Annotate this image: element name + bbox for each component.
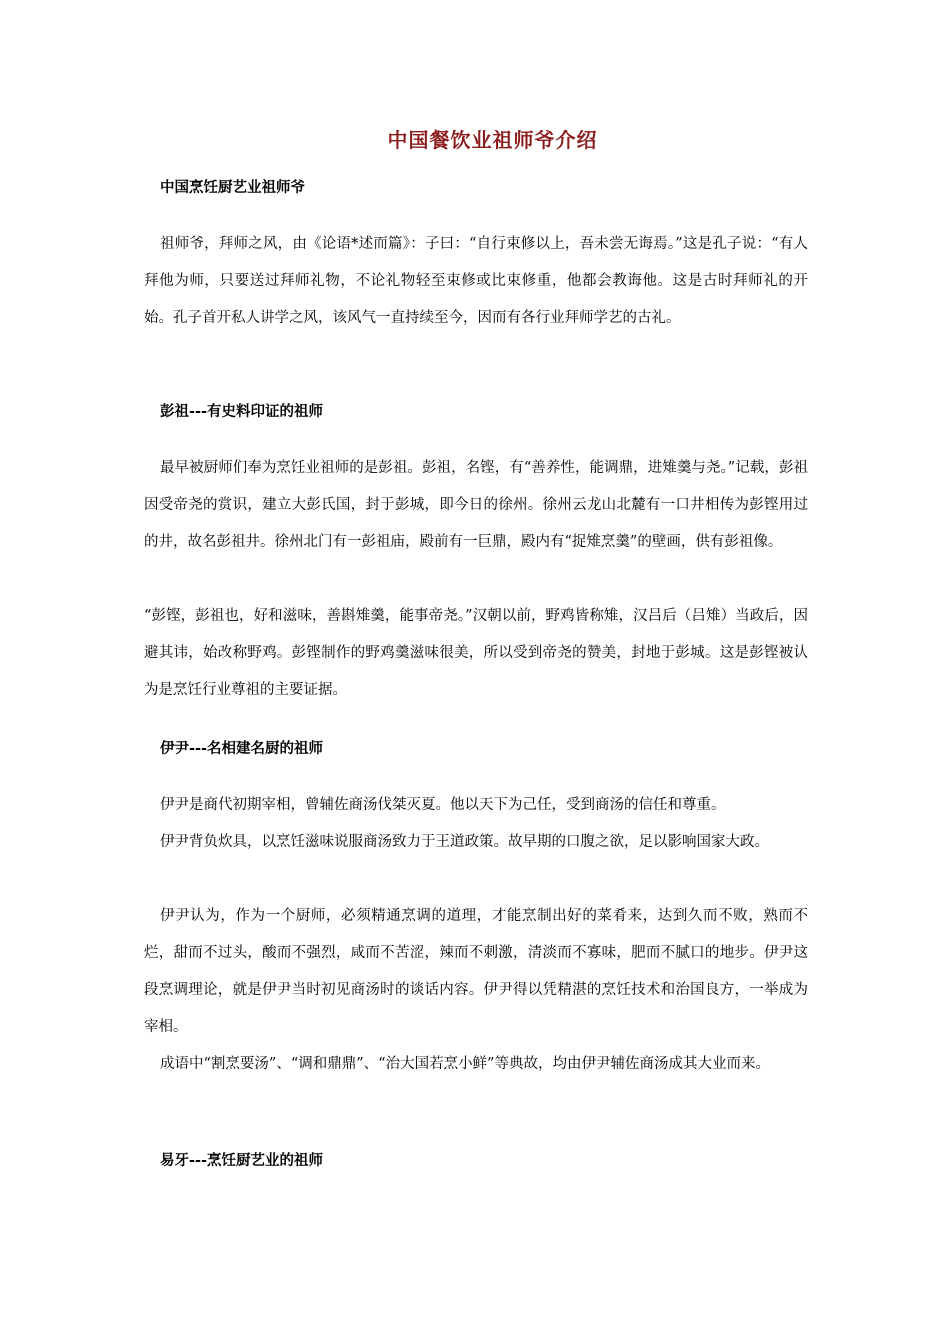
section-heading: 中国烹饪厨艺业祖师爷: [160, 180, 305, 196]
section-heading: 伊尹---名相建名厨的祖师: [160, 741, 324, 757]
paragraph: 伊尹认为，作为一个厨师，必须精通烹调的道理，才能烹制出好的菜肴来，达到久而不败，熟而不烂，甜而不过头，酸而不强烈，咸而不苦涩，辣而不刺激，清淡而不寡味，肥而不腻口的地步。伊尹这段烹调理论，就是伊尹当时初见商汤时的谈话内容。伊尹得以凭精湛的烹饪技术和治国良方，一举成为宰相。: [144, 908, 808, 1035]
paragraph: 祖师爷，拜师之风，由《论语*述而篇》：子曰：“自行束修以上，吾未尝无诲焉。”这是孔子说：“有人拜他为师，只要送过拜师礼物，不论礼物轻至束修或比束修重，他都会教诲他。这是古时拜师礼的开始。孔子首开私人讲学之风，该风气一直持续至今，因而有各行业拜师学艺的古礼。: [144, 236, 808, 326]
document-title: 中国餐饮业祖师爷介绍: [387, 128, 598, 152]
paragraph: 最早被厨师们奉为烹饪业祖师的是彭祖。彭祖，名铿，有“善养性，能调鼎，进雉羹与尧。”记载，彭祖因受帝尧的赏识，建立大彭氏国，封于彭城，即今日的徐州。徐州云龙山北麓有一口井相传为彭铿用过的井，故名彭祖井。徐州北门有一彭祖庙，殿前有一巨鼎，殿内有“捉雉烹羹”的壁画，供有彭祖像。: [144, 460, 808, 550]
paragraph: “彭铿，彭祖也，好和滋味，善斟雉羹，能事帝尧。”汉朝以前，野鸡皆称雉，汉吕后（吕雉）当政后，因避其讳，始改称野鸡。彭铿制作的野鸡羹滋味很美，所以受到帝尧的赞美，封地于彭城。这是彭铿被认为是烹饪行业尊祖的主要证据。: [144, 608, 808, 698]
paragraph: 成语中“割烹要汤”、“调和鼎鼎”、“治大国若烹小鲜”等典故，均由伊尹辅佐商汤成其大业而来。: [160, 1056, 770, 1072]
paragraph: 伊尹是商代初期宰相，曾辅佐商汤伐桀灭夏。他以天下为己任，受到商汤的信任和尊重。: [160, 797, 726, 813]
section-heading: 彭祖---有史料印证的祖师: [160, 404, 324, 420]
paragraph: 伊尹背负炊具，以烹饪滋味说服商汤致力于王道政策。故早期的口腹之欲，足以影响国家大政。: [160, 834, 769, 850]
section-heading: 易牙---烹饪厨艺业的祖师: [160, 1153, 324, 1169]
